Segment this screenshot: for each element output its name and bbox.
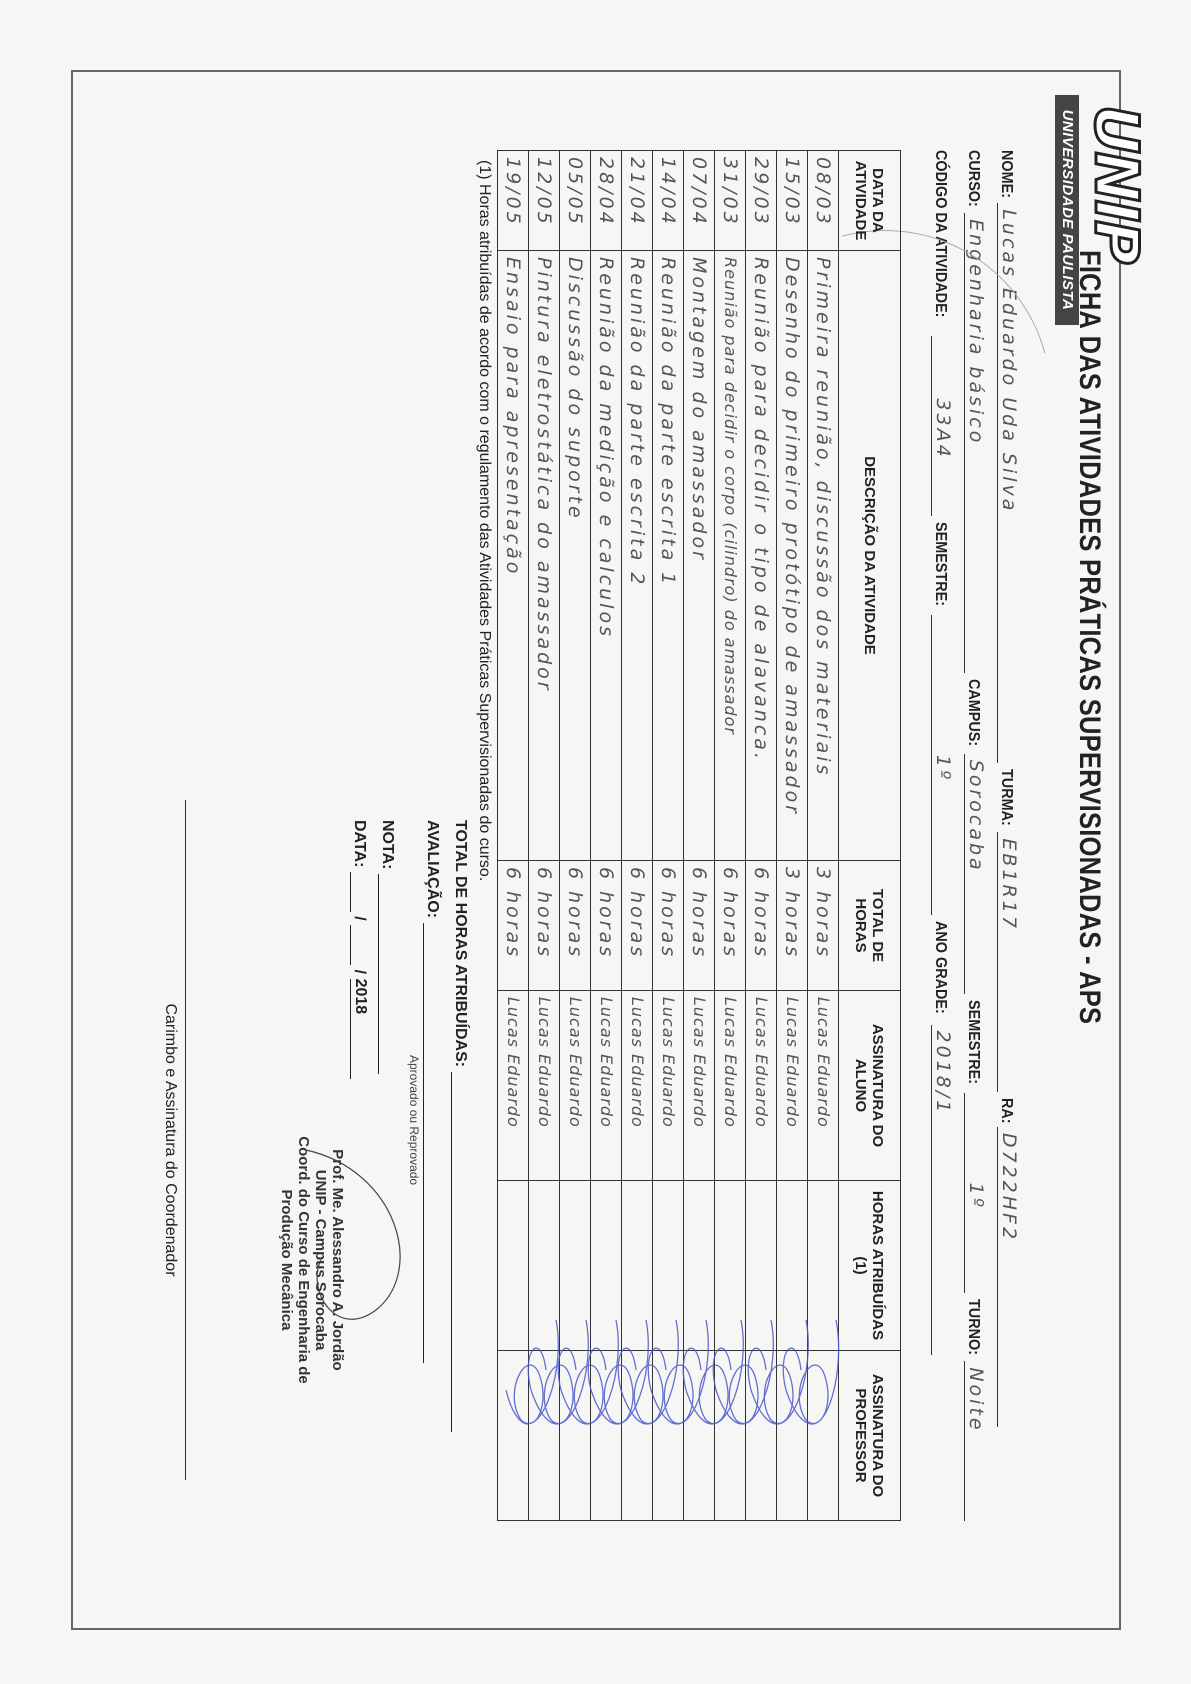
nome-label: NOME: <box>998 150 1015 198</box>
cell-hours[interactable]: 6 horas <box>715 861 746 991</box>
turno-value: Noite <box>965 1367 987 1433</box>
cell-date[interactable]: 15/03 <box>777 151 808 251</box>
data-month-field[interactable] <box>350 925 351 965</box>
footnote: (1) Horas atribuídas de acordo com o regulamento das Atividades Práticas Supervisionadas do curso. <box>476 160 493 882</box>
stamp-line-3: Coord. do Curso de Engenharia de <box>295 1136 312 1384</box>
cell-student-signature[interactable]: Lucas Eduardo <box>715 991 746 1181</box>
cell-student-signature[interactable]: Lucas Eduardo <box>560 991 591 1181</box>
codigo-label: CÓDIGO DA ATIVIDADE: <box>932 150 949 318</box>
data-day-field[interactable] <box>350 872 351 912</box>
stamp-line-4: Produção Mecânica <box>278 1189 295 1331</box>
coordinator-signature-icon <box>296 1110 416 1370</box>
coordinator-signature-line: Carimbo e Assinatura do Coordenador <box>161 800 186 1480</box>
total-hours-row <box>451 820 469 1432</box>
cell-student-signature[interactable]: Lucas Eduardo <box>653 991 684 1181</box>
cell-desc[interactable]: Pintura eletrostática do amassador <box>529 251 560 861</box>
cell-date[interactable]: 19/05 <box>498 151 529 251</box>
semestre2-value: 1º <box>932 754 954 782</box>
cell-date[interactable]: 28/04 <box>591 151 622 251</box>
col-header-date: DATA DA ATIVIDADE <box>839 151 901 251</box>
cell-date[interactable]: 05/05 <box>560 151 591 251</box>
nota-field[interactable] <box>378 874 379 1074</box>
cell-desc[interactable]: Montagem do amassador <box>684 251 715 861</box>
semestre-label: SEMESTRE: <box>965 999 982 1084</box>
cell-date[interactable]: 08/03 <box>808 151 839 251</box>
cell-hours[interactable]: 6 horas <box>529 861 560 991</box>
data-sep: / <box>351 916 368 921</box>
turma-label: TURMA: <box>998 769 1015 827</box>
cell-desc[interactable]: Reunião para decidir o corpo (cilindro) do amassador <box>715 251 746 861</box>
logo-band: UNIVERSIDADE PAULISTA <box>1055 95 1079 325</box>
logo-mark: UNIP <box>1081 105 1151 263</box>
total-hours-field[interactable] <box>451 1072 452 1432</box>
cell-desc[interactable]: Reunião da parte escrita 1 <box>653 251 684 861</box>
turno-field[interactable] <box>964 1361 990 1521</box>
cell-hours[interactable]: 3 horas <box>808 861 839 991</box>
data-row <box>350 820 369 1079</box>
cell-desc[interactable]: Reunião para decidir o tipo de alavanca. <box>746 251 777 861</box>
avaliacao-label: AVALIAÇÃO: <box>424 820 441 919</box>
cell-hours[interactable]: 6 horas <box>622 861 653 991</box>
page-title: FICHA DAS ATIVIDADES PRÁTICAS SUPERVISIONADAS - APS <box>1073 250 1106 1025</box>
data-year-field[interactable]: 2018 <box>350 979 369 1079</box>
col-header-professor-signature: ASSINATURA DO PROFESSOR <box>839 1351 901 1521</box>
cell-desc[interactable]: Reunião da medição e calculos <box>591 251 622 861</box>
curso-value: Engenharia básico <box>965 219 987 446</box>
cell-date[interactable]: 07/04 <box>684 151 715 251</box>
cell-desc[interactable]: Primeira reunião, discussão dos materiais <box>808 251 839 861</box>
coordinator-stamp <box>278 1130 346 1390</box>
cell-student-signature[interactable]: Lucas Eduardo <box>777 991 808 1181</box>
col-header-desc: DESCRIÇÃO DA ATIVIDADE <box>839 251 901 861</box>
cell-date[interactable]: 31/03 <box>715 151 746 251</box>
nota-row <box>378 820 396 1074</box>
cell-student-signature[interactable]: Lucas Eduardo <box>622 991 653 1181</box>
avaliacao-hint: Aprovado ou Reprovado <box>407 1055 421 1186</box>
cell-hours[interactable]: 6 horas <box>498 861 529 991</box>
semestre-field[interactable] <box>964 1093 990 1293</box>
cell-desc[interactable]: Desenho do primeiro protótipo de amassador <box>777 251 808 861</box>
campus-value: Sorocaba <box>965 759 987 873</box>
professor-signatures-scribble <box>496 1300 846 1470</box>
data-label: DATA: <box>351 820 368 868</box>
col-header-attributed-hours: HORAS ATRIBUÍDAS (1) <box>839 1181 901 1351</box>
ra-value: D722HF2 <box>998 1132 1020 1243</box>
curso-label: CURSO: <box>965 150 982 207</box>
cell-desc[interactable]: Reunião da parte escrita 2 <box>622 251 653 861</box>
nota-label: NOTA: <box>379 820 396 870</box>
cell-hours[interactable]: 6 horas <box>746 861 777 991</box>
ra-label: RA: <box>998 1098 1015 1125</box>
ano-grade-label: ANO GRADE: <box>932 921 949 1015</box>
cell-desc[interactable]: Discussão do suporte <box>560 251 591 861</box>
cell-student-signature[interactable]: Lucas Eduardo <box>684 991 715 1181</box>
cell-hours[interactable]: 6 horas <box>560 861 591 991</box>
ano-grade-value: 2018/1 <box>932 1030 954 1116</box>
turma-field[interactable] <box>997 832 1023 1092</box>
cell-student-signature[interactable]: Lucas Eduardo <box>498 991 529 1181</box>
stamp-line-1: Prof. Me. Alessandro A. Jordão <box>329 1149 346 1371</box>
semestre2-label: SEMESTRE: <box>932 522 949 607</box>
ano-grade-field[interactable] <box>931 1025 957 1355</box>
campus-field[interactable] <box>964 754 990 994</box>
ra-field[interactable] <box>997 1127 1023 1427</box>
codigo-value: 33A4 <box>932 398 954 460</box>
cell-date[interactable]: 12/05 <box>529 151 560 251</box>
stamp-line-2: UNIP - Campus Sorocaba <box>312 1169 329 1351</box>
cell-hours[interactable]: 6 horas <box>591 861 622 991</box>
nome-value: Lucas Eduardo Uda Silva <box>998 209 1020 514</box>
cell-hours[interactable]: 6 horas <box>684 861 715 991</box>
total-hours-label: TOTAL DE HORAS ATRIBUÍDAS: <box>452 820 469 1068</box>
cell-date[interactable]: 14/04 <box>653 151 684 251</box>
campus-label: CAMPUS: <box>965 679 982 747</box>
data-sep: / <box>351 969 368 975</box>
col-header-hours: TOTAL DE HORAS <box>839 861 901 991</box>
cell-student-signature[interactable]: Lucas Eduardo <box>591 991 622 1181</box>
cell-date[interactable]: 29/03 <box>746 151 777 251</box>
col-header-student-signature: ASSINATURA DO ALUNO <box>839 991 901 1181</box>
semestre-value: 1º <box>965 1182 987 1210</box>
semestre2-field[interactable] <box>931 615 957 915</box>
turno-label: TURNO: <box>965 1299 982 1356</box>
cell-student-signature[interactable]: Lucas Eduardo <box>529 991 560 1181</box>
avaliacao-field[interactable] <box>423 923 424 1363</box>
cell-student-signature[interactable]: Lucas Eduardo <box>808 991 839 1181</box>
cell-date[interactable]: 21/04 <box>622 151 653 251</box>
turma-value: EB1R17 <box>998 838 1020 931</box>
cell-desc[interactable]: Ensaio para apresentação <box>498 251 529 861</box>
cell-hours[interactable]: 6 horas <box>653 861 684 991</box>
cell-hours[interactable]: 3 horas <box>777 861 808 991</box>
table-header-row <box>839 151 901 1521</box>
cell-student-signature[interactable]: Lucas Eduardo <box>746 991 777 1181</box>
